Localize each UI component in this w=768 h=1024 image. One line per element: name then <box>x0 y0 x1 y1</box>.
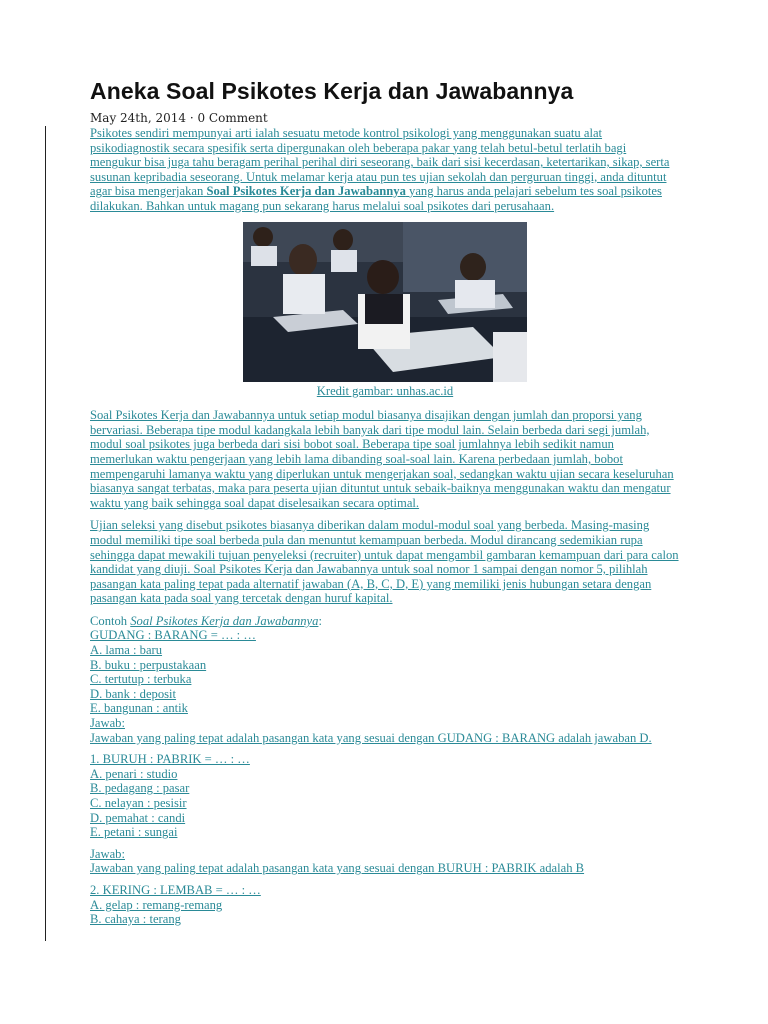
q2-option-b[interactable]: B. cahaya : terang <box>90 912 181 927</box>
example-option-e[interactable]: E. bangunan : antik <box>90 701 188 716</box>
article-title: Aneka Soal Psikotes Kerja dan Jawabannya <box>90 78 574 104</box>
example-option-d[interactable]: D. bank : deposit <box>90 686 177 701</box>
article-body <box>90 126 680 934</box>
article-figure <box>243 222 527 399</box>
q2-question[interactable]: 2. KERING : LEMBAB = … : … <box>90 882 261 897</box>
paragraph-2[interactable]: Soal Psikotes Kerja dan Jawabannya untuk setiap modul biasanya disajikan dengan jumlah dan proporsi yang bervariasi. Beberapa tipe modul kadangkala lebih banyak dari tipe modul lain. Selain berbeda dari segi jumlah, modul soal psikotes juga berbeda dari sisi bobot soal. Beberapa tipe soal jumlahnya lebih sedikit namun memerlukan waktu pengerjaan yang lebih lama dibanding soal-soal lain. Karena perbedaan jumlah, bobot mempengaruhi lamanya waktu yang diperlukan untuk mengerjakan soal, sedangkan waktu ujian secara keseluruhan biasanya sangat terbatas, maka para peserta ujian dituntut untuk sebaik-baiknya menggunakan waktu dan mengatur waktu yang baik sehingga soal dapat diselesaikan secara optimal. <box>90 408 674 510</box>
example-label-text: Contoh <box>90 613 128 628</box>
q1-answer[interactable]: Jawaban yang paling tepat adalah pasangan kata yang sesuai dengan BURUH : PABRIK adalah B <box>90 861 585 876</box>
q1-option-a[interactable]: A. penari : studio <box>90 766 178 781</box>
q1-jawab-label[interactable]: Jawab: <box>90 846 125 861</box>
image-caption[interactable]: Kredit gambar: unhas.ac.id <box>316 383 454 398</box>
intro-paragraph[interactable] <box>90 126 680 214</box>
question-1-answer-block <box>90 847 680 876</box>
q1-option-d[interactable]: D. pemahat : candi <box>90 810 186 825</box>
example-jawab-label[interactable]: Jawab: <box>90 716 125 731</box>
article-meta: May 24th, 2014 · 0 Comment <box>90 111 268 125</box>
question-2-block <box>90 883 680 927</box>
q2-option-a[interactable]: A. gelap : remang-remang <box>90 897 223 912</box>
left-margin-rule <box>45 126 46 941</box>
example-label-link[interactable]: Soal Psikotes Kerja dan Jawabannya <box>130 613 319 628</box>
example-label-colon: : <box>318 613 322 628</box>
example-question-block <box>90 614 680 745</box>
example-label <box>90 614 680 629</box>
intro-text-b: yang harus anda pelajari sebelum tes soal psikotes dilakukan. Bahkan untuk magang pun sekarang harus melalui soal psikotes dari perusahaan. <box>90 184 662 213</box>
example-answer[interactable]: Jawaban yang paling tepat adalah pasangan kata yang sesuai dengan GUDANG : BARANG adalah jawaban D. <box>90 730 652 745</box>
classroom-exam-photo <box>243 222 527 382</box>
question-1-block <box>90 752 680 840</box>
q1-option-e[interactable]: E. petani : sungai <box>90 825 178 840</box>
q1-question[interactable]: 1. BURUH : PABRIK = … : … <box>90 752 250 767</box>
q1-option-c[interactable]: C. nelayan : pesisir <box>90 796 187 810</box>
intro-keyword-link[interactable]: Soal Psikotes Kerja dan Jawabannya <box>206 184 406 199</box>
example-option-b[interactable]: B. buku : perpustakaan <box>90 657 207 672</box>
example-option-a[interactable]: A. lama : baru <box>90 643 163 658</box>
paragraph-3[interactable]: Ujian seleksi yang disebut psikotes biasanya diberikan dalam modul-modul soal yang berbeda. Masing-masing modul memiliki tipe soal berbeda pula dan menuntut kemampuan berbeda. Modul dirancang sedemikian rupa sehingga dapat mewakili tujuan penyeleksi (recruiter) untuk dapat mengambil gambaran kemampuan dari para calon kandidat yang diuji. Soal Psikotes Kerja dan Jawabannya untuk soal nomor 1 sampai dengan nomor 5, pilihlah pasangan kata paling tepat pada alternatif jawaban (A, B, C, D, E) yang memiliki jenis hubungan setara dengan pasangan kata pada soal yang tercetak dengan huruf kapital. <box>90 518 679 606</box>
example-option-c[interactable]: C. tertutup : terbuka <box>90 672 192 687</box>
q1-option-b[interactable]: B. pedagang : pasar <box>90 781 190 796</box>
intro-text-a: Psikotes sendiri mempunyai arti ialah sesuatu metode kontrol psikologi yang menggunakan suatu alat psikodiagnostik secara spesifik serta dipergunakan oleh beberapa pakar yang telah betul-betul terlatih bagi mengukur bisa juga tahu beragam perihal perihal diri seseorang, baik dari sisi kecerdasan, ketertarikan, sikap, serta susunan kepribadia seseorang. Untuk melamar kerja atau pun tes ujian sekolah dan perguruan tinggi, anda dituntut agar bisa mengerjakan <box>90 126 670 199</box>
example-question[interactable]: GUDANG : BARANG = … : … <box>90 628 256 643</box>
